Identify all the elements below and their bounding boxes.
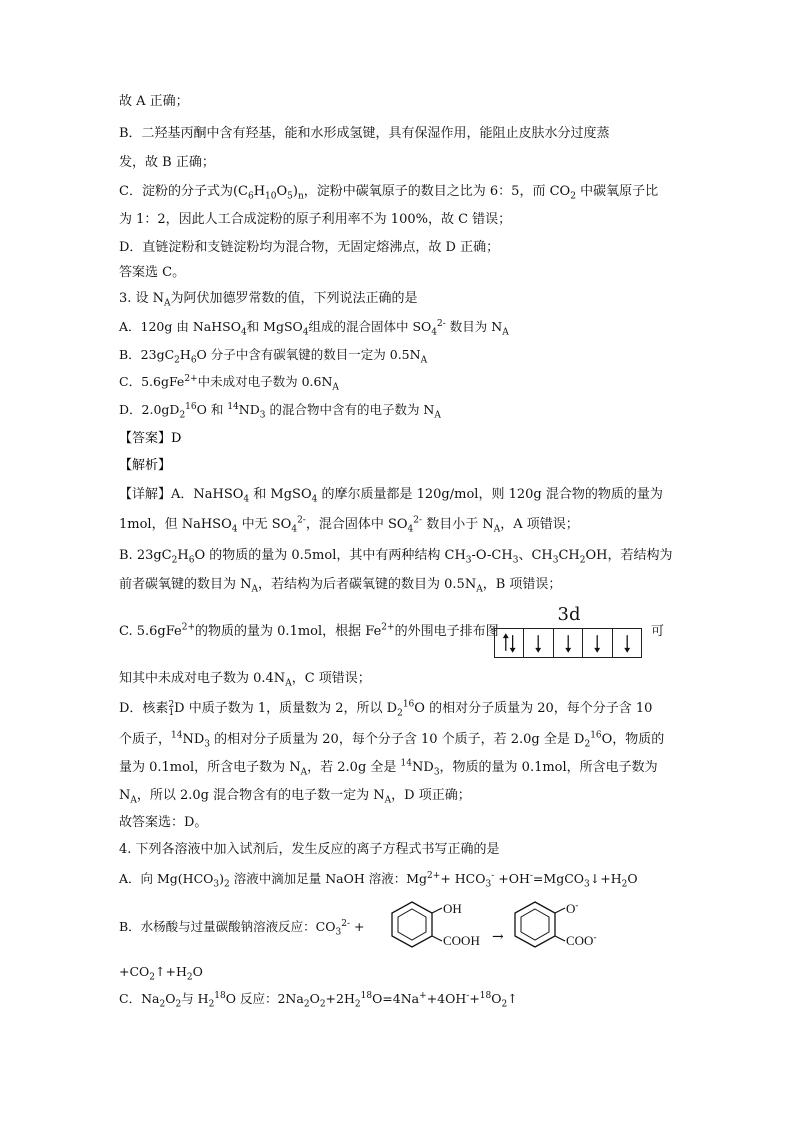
text-line: 答案选 C。 [119,265,186,280]
down-arrow-icon [524,629,552,657]
text-line: $N_A$，所以 2.0g 混合物含有的电子数一定为 $N_A$，D 项正确； [119,788,471,806]
text-line: 量为 0.1mol，所含电子数为 $N_A$，若 2.0g 全是 $^{14}ND_3$，物质的量为 0.1mol，所含电子数为 [119,758,658,778]
option-c: C．5.6gFe$^{2+}$中未成对电子数为 $0.6N_A$ [119,373,339,393]
question-3: 3. 设 $N_A$为阿伏加德罗常数的值，下列说法正确的是 [119,291,418,309]
option-b: B．$23gC_2H_6O$ 分子中含有碳氧键的数目一定为 $0.5N_A$ [119,347,428,366]
text-line: C．淀粉的分子式为$(C_6H_{10}O_5)_n$，淀粉中碳氧原子的数目之比为 6：5，而 $CO_2$ 中碳氧原子比 [119,184,659,202]
orbital-cell [495,629,524,657]
question-4: 4. 下列各溶液中加入试剂后，发生反应的离子方程式书写正确的是 [119,842,500,857]
option-a: A．120g 由 NaHSO$_4$和 MgSO$_4$组成的混合固体中 $SO_4^{2-}$ 数目为 $N_A$ [119,318,509,338]
text-line: 个质子，$^{14}ND_3$ 的相对分子质量为 20，每个分子含 10 个质子，若 2.0g 全是 $D_2^{16}O$，物质的 [119,730,665,750]
down-arrow-icon [583,629,611,657]
text-line: B．二羟基丙酮中含有羟基，能和水形成氢键，具有保湿作用，能阻止皮肤水分过度蒸 [119,126,610,141]
salicylic-acid-structure [382,896,494,958]
text-line: D．直链淀粉和支链淀粉均为混合物，无固定熔沸点，故 D 正确； [119,240,500,255]
option-a: A．向 $Mg(HCO_3)_2$ 溶液中滴加足量 NaOH 溶液：$Mg^{2+}+ HCO_3^-$ $+OH^-=MgCO_3↓+H_2O$ [119,870,638,890]
orbital-boxes [494,628,642,658]
text-line: C. 5.6gFe$^{2+}$的物质的量为 0.1mol，根据 $Fe^{2+}$的外围电子排布图 [119,622,499,639]
text-line: $+CO_2↑+H_2O$ [119,964,203,983]
text-line: 发，故 B 正确； [119,155,215,170]
orbital-cell [613,629,641,657]
text-line: B. $23gC_2H_6O$ 的物质的量为 0.5mol，其中有两种结构 $CH_3-O-CH_3$、$CH_3CH_2OH$，若结构为 [119,548,673,566]
text-line: 故答案选：D。 [119,815,208,830]
orbital-cell [583,629,612,657]
cooh-group: COOH [443,933,480,948]
down-arrow-icon [613,629,641,657]
reaction-arrow: → [492,929,504,945]
text-line: 可 [651,624,665,639]
text-line: 1mol，但 NaHSO$_4$ 中无 $SO_4^{2-}$，混合固体中 $SO_4^{2-}$ 数目小于 $N_A$，A 项错误； [119,515,579,535]
orbital-cell [524,629,553,657]
text-line: 【详解】A．NaHSO$_4$ 和 MgSO$_4$ 的摩尔质量都是 120g/mol，则 120g 混合物的物质的量为 [119,487,663,505]
orbital-diagram [494,604,644,658]
salicylate-structure [505,896,615,958]
answer-label: 【答案】D [119,431,182,446]
option-b: B．水杨酸与过量碳酸钠溶液反应：$CO_3^{2-}$ + [119,918,365,938]
analysis-label: 【解析】 [119,458,172,473]
o-minus-group: O- [566,900,579,916]
text-line: D．核素 2 1 D 中质子数为 1，质量数为 2，所以 $D_2^{16}O$ 的相对分子质量为 20，每个分子含 10 [119,699,653,719]
orbital-label: 3d [557,604,581,625]
text-line: 故 A 正确； [119,94,189,109]
orbital-cell [554,629,583,657]
option-c: C．$Na_2O_2$与 $H_2^{18}O$ 反应：$2Na_2O_2+2H_2^{18}O=4Na^++4OH^-+^{18}O_2↑$ [119,990,518,1010]
text-line: 为 1：2，因此人工合成淀粉的原子利用率不为 100%，故 C 错误； [119,212,512,227]
text-line: 前者碳氧键的数目为 $N_A$，若结构为后者碳氧键的数目为 $0.5N_A$，B 项错误； [119,577,562,595]
coo-minus-group: COO- [566,932,597,948]
option-d: D．$2.0gD_2^{16}O$ 和 $^{14}ND_3$ 的混合物中含有的电子数为 $N_A$ [119,401,441,421]
updown-arrow-icon [495,629,523,657]
down-arrow-icon [554,629,582,657]
oh-group: OH [443,901,462,916]
text-line: 知其中未成对电子数为 $0.4N_A$，C 项错误； [119,671,371,689]
